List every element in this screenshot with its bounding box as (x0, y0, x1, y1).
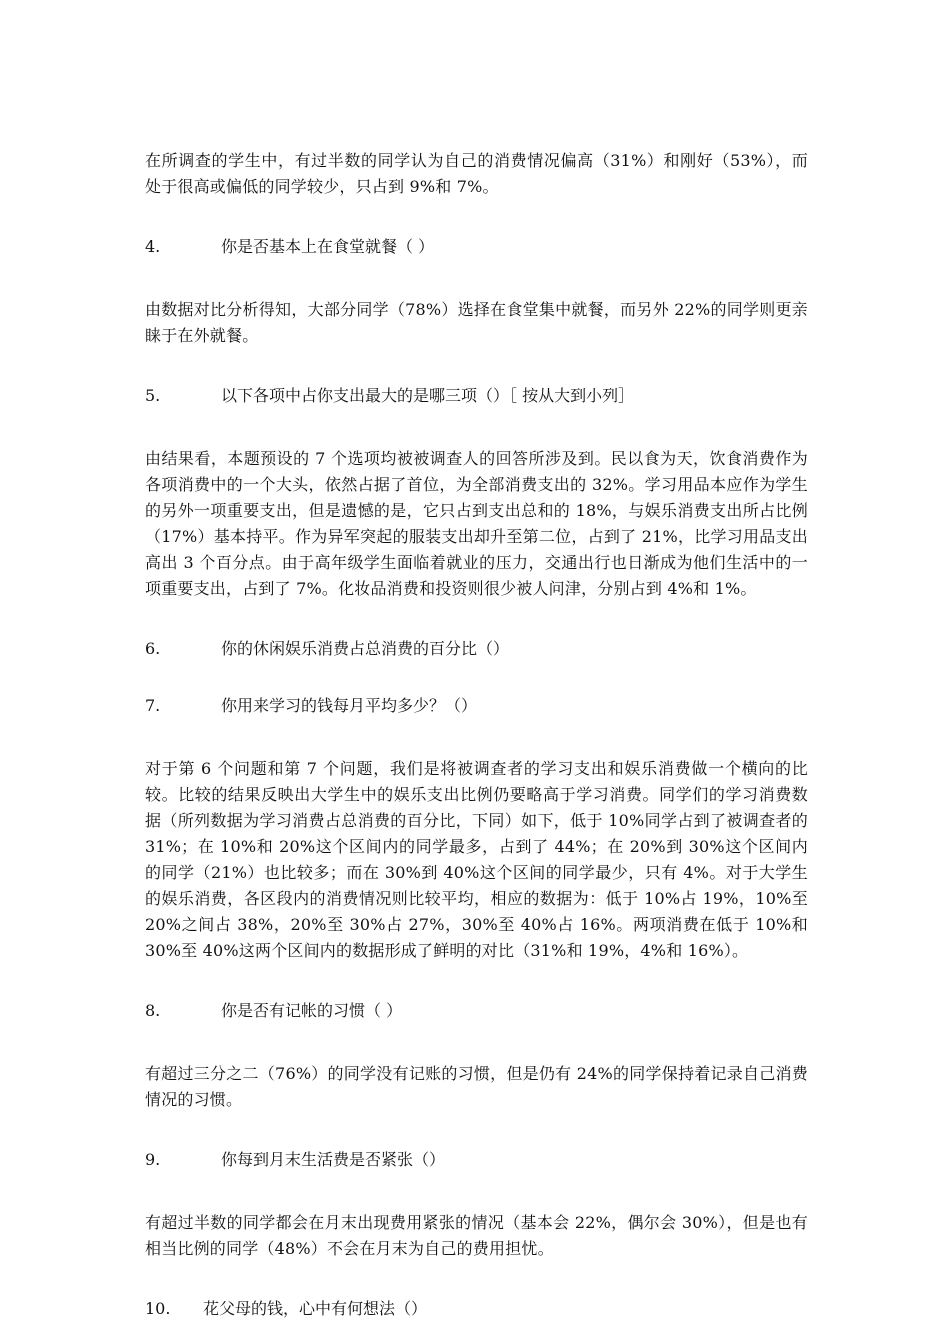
question-9 (145, 1147, 808, 1173)
question-6 (145, 636, 808, 662)
question-number: 10. (145, 1299, 171, 1318)
question-4 (145, 234, 808, 260)
paragraph-month-end: 有超过半数的同学都会在月末出现费用紧张的情况（基本会 22%，偶尔会 30%），但是也有相当比例的同学（48%）不会在月末为自己的费用担忧。 (145, 1213, 808, 1258)
question-text: 你的休闲娱乐消费占总消费的百分比（） (221, 639, 510, 658)
question-text: 你是否基本上在食堂就餐（ ） (221, 237, 435, 256)
question-5 (145, 383, 808, 409)
document-page (145, 148, 808, 1322)
question-text: 你用来学习的钱每月平均多少？（） (221, 696, 478, 715)
question-text: 花父母的钱，心中有何想法（） (203, 1299, 428, 1318)
question-number: 5. (145, 386, 161, 405)
question-text: 你是否有记帐的习惯（ ） (221, 1001, 403, 1020)
question-text: 以下各项中占你支出最大的是哪三项（）［ 按从大到小列］ (221, 386, 635, 405)
question-8 (145, 998, 808, 1024)
question-10 (145, 1296, 808, 1322)
question-number: 4. (145, 237, 161, 256)
question-7 (145, 693, 808, 719)
question-number: 8. (145, 1001, 161, 1020)
paragraph-consumption-level: 在所调查的学生中，有过半数的同学认为自己的消费情况偏高（31%）和刚好（53%），而处于很高或偏低的同学较少，只占到 9%和 7%。 (145, 151, 808, 196)
question-number: 6. (145, 639, 161, 658)
question-number: 7. (145, 696, 161, 715)
question-number: 9. (145, 1150, 161, 1169)
question-text: 你每到月末生活费是否紧张（） (221, 1150, 446, 1169)
paragraph-bookkeeping: 有超过三分之二（76%）的同学没有记账的习惯，但是仍有 24%的同学保持着记录自己消费情况的习惯。 (145, 1064, 808, 1109)
paragraph-study-vs-entertainment: 对于第 6 个问题和第 7 个问题，我们是将被调查者的学习支出和娱乐消费做一个横向的比较。比较的结果反映出大学生中的娱乐支出比例仍要略高于学习消费。同学们的学习消费数据（所列数据为学习消费占总消费的百分比，下同）如下，低于 10%同学占到了被调查者的 31%；在 10%和 20%这个区间内的同学最多，占到了 44%；在 20%到 30%这个区间内的同学（21%）也比较多；而在 30%到 40%这个区间的同学最少，只有 4%。对于大学生的娱乐消费，各区段内的消费情况则比较平均，相应的数据为：低于 10%占 19%，10%至 20%之间占 38%，20%至 30%占 27%，30%至 40%占 16%。两项消费在低于 10%和 30%至 40%这两个区间内的数据形成了鲜明的对比（31%和 19%，4%和 16%）。 (145, 759, 808, 960)
paragraph-top-expenses: 由结果看，本题预设的 7 个选项均被被调查人的回答所涉及到。民以食为天，饮食消费作为各项消费中的一个大头，依然占据了首位，为全部消费支出的 32%。学习用品本应作为学生的另外一项重要支出，但是遗憾的是，它只占到支出总和的 18%，与娱乐消费支出所占比例（17%）基本持平。作为异军突起的服装支出却升至第二位，占到了 21%，比学习用品支出高出 3 个百分点。由于高年级学生面临着就业的压力，交通出行也日渐成为他们生活中的一项重要支出，占到了 7%。化妆品消费和投资则很少被人问津，分别占到 4%和 1%。 (145, 449, 808, 598)
paragraph-canteen-dining: 由数据对比分析得知，大部分同学（78%）选择在食堂集中就餐，而另外 22%的同学则更亲睐于在外就餐。 (145, 300, 808, 345)
